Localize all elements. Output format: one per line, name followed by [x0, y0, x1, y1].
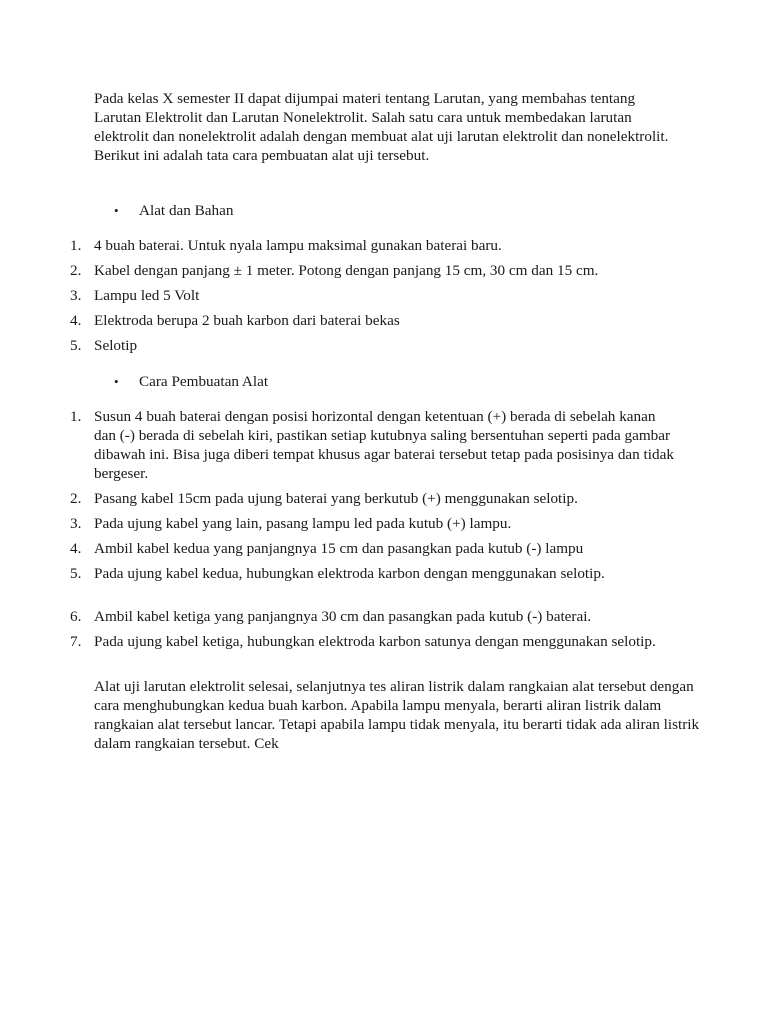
list-item [0, 607, 680, 632]
list-item-text: Lampu led 5 Volt [94, 287, 200, 304]
list-item-number: 2. [70, 490, 82, 507]
list-item [0, 236, 690, 261]
intro-paragraph: Pada kelas X semester II dapat dijumpai materi tentang Larutan, yang membahas tentang Larutan Elektrolit dan Larutan Nonelektrolit. Salah satu cara untuk membedakan larutan elektrolit dan nonelektrolit adalah dengan membuat alat uji larutan elektrolit dan nonelektrolit. Berikut ini adalah tata cara pembuatan alat uji tersebut. [94, 90, 669, 164]
list-item-text: Elektroda berupa 2 buah karbon dari baterai bekas [94, 312, 400, 329]
list-item-text: Kabel dengan panjang ± 1 meter. Potong dengan panjang 15 cm, 30 cm dan 15 cm. [94, 262, 599, 279]
list-item-text: Pasang kabel 15cm pada ujung baterai yang berkutub (+) menggunakan selotip. [94, 490, 578, 507]
list-item-number: 1. [70, 408, 82, 425]
list-item-text: Susun 4 buah baterai dengan posisi horizontal dengan ketentuan (+) berada di sebelah kanan dan (-) berada di sebelah kiri, pastikan setiap kutubnya saling bersentuhan seperti pada gambar dibawah ini. Bisa juga diberi tempat khusus agar baterai tersebut tetap pada posisinya dan tidak bergeser. [94, 408, 674, 482]
list-item-number: 4. [70, 540, 82, 557]
list-item-number: 1. [70, 237, 82, 254]
list-item-number: 7. [70, 633, 82, 650]
list-item [0, 514, 680, 539]
list-item-number: 3. [70, 515, 82, 532]
alat-dan-bahan-list [0, 236, 690, 361]
list-item-number: 2. [70, 262, 82, 279]
list-item-text: Pada ujung kabel kedua, hubungkan elektroda karbon dengan menggunakan selotip. [94, 565, 605, 582]
list-item [0, 489, 680, 514]
cara-pembuatan-list [0, 407, 680, 675]
list-item-text: Ambil kabel kedua yang panjangnya 15 cm dan pasangkan pada kutub (-) lampu [94, 540, 584, 557]
list-item [0, 286, 690, 311]
list-item [0, 539, 680, 564]
list-item-number: 4. [70, 312, 82, 329]
list-item-text: Pada ujung kabel yang lain, pasang lampu led pada kutub (+) lampu. [94, 515, 512, 532]
list-item [0, 311, 690, 336]
list-item-number: 3. [70, 287, 82, 304]
list-item-text: Ambil kabel ketiga yang panjangnya 30 cm dan pasangkan pada kutub (-) baterai. [94, 608, 592, 625]
list-item [0, 261, 690, 286]
section-heading-cara-pembuatan-alat [114, 372, 268, 391]
bullet-icon: • [114, 203, 119, 218]
list-item-number: 6. [70, 608, 82, 625]
bullet-icon: • [114, 374, 119, 389]
list-item [0, 564, 680, 607]
list-item-number: 5. [70, 565, 82, 582]
list-item-number: 5. [70, 337, 82, 354]
section-heading-label: Cara Pembuatan Alat [139, 373, 269, 390]
list-item-text: Pada ujung kabel ketiga, hubungkan elektroda karbon satunya dengan menggunakan selotip. [94, 633, 656, 650]
list-item-text: Selotip [94, 337, 138, 354]
list-item [0, 336, 690, 361]
section-heading-label: Alat dan Bahan [139, 202, 234, 219]
section-heading-alat-dan-bahan [114, 201, 233, 220]
list-item [0, 632, 680, 675]
list-item-text: 4 buah baterai. Untuk nyala lampu maksimal gunakan baterai baru. [94, 237, 502, 254]
closing-paragraph: Alat uji larutan elektrolit selesai, selanjutnya tes aliran listrik dalam rangkaian alat tersebut dengan cara menghubungkan kedua buah karbon. Apabila lampu menyala, berarti aliran listrik dalam rangkaian alat tersebut lancar. Tetapi apabila lampu tidak menyala, itu berarti tidak ada aliran listrik dalam rangkaian tersebut. Cek [94, 678, 700, 752]
list-item [0, 407, 680, 489]
